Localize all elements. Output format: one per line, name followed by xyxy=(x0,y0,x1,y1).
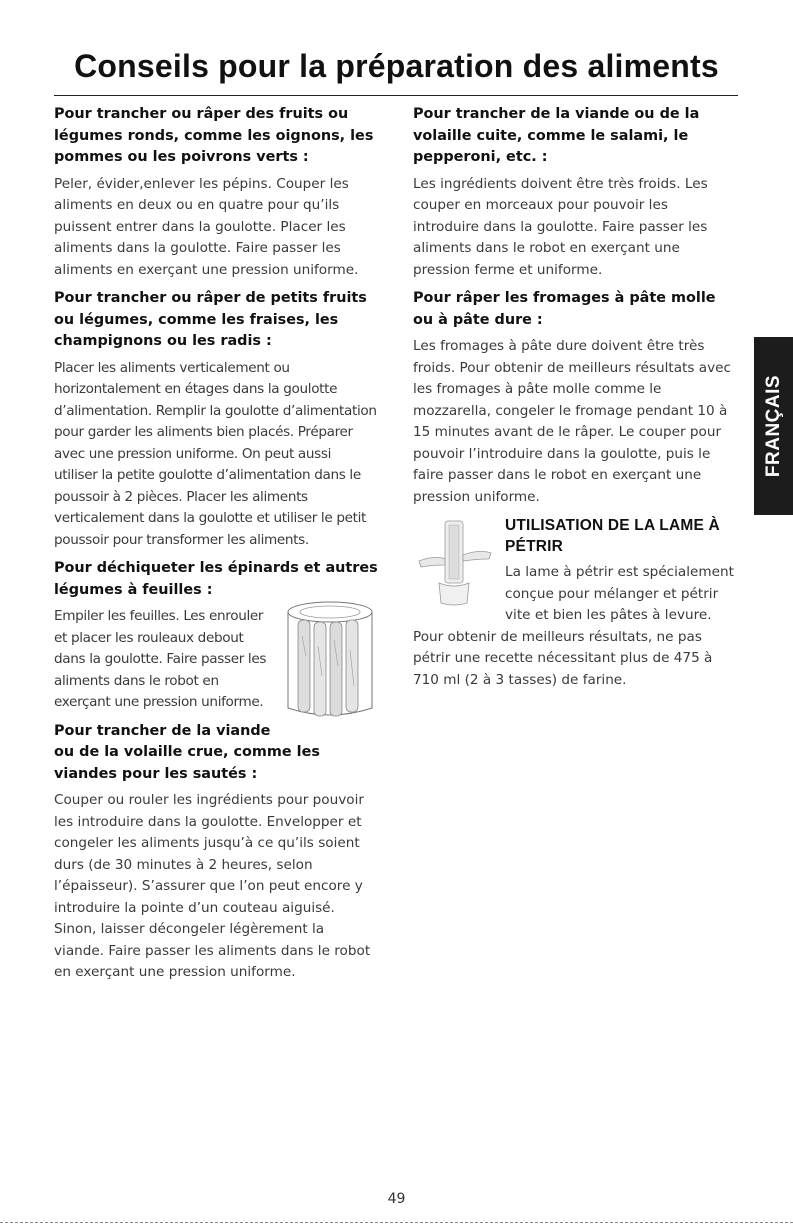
feed-tube-illustration-icon xyxy=(282,596,382,726)
section-heading-cheese: Pour râper les fromages à pâte molle ou à pâte dure : xyxy=(413,290,716,328)
page-title: Conseils pour la préparation des aliments xyxy=(74,48,719,84)
section-heading-cooked-meat: Pour trancher de la viande ou de la volaille cuite, comme le salami, le pepperoni, etc. : xyxy=(413,106,700,165)
section-body-cheese: Les fromages à pâte dure doivent être très froids. Pour obtenir de meilleurs résultats avec les fromages à pâte molle comme le mozzarella, congeler le fromage pendant 10 à 15 minutes avant de le râper. Le couper pour pouvoir l’introduire dans la goulotte, puis le faire passer dans le robot en exerçant une pression uniforme. xyxy=(413,338,731,505)
section-body-cooked-meat: Les ingrédients doivent être très froids. Les couper en morceaux pour pouvoir les introduire dans la goulotte. Faire passer les aliments dans le robot en exerçant une pression ferme et uniforme. xyxy=(413,175,708,278)
section-body-small-fruits: Placer les aliments verticalement ou horizontalement en étages dans la goulotte d’alimentation. Remplir la goulotte d’alimentation pour garder les aliments bien placés. Préparer avec une pression uniforme. On peut aussi utiliser la petite goulotte d’alimentation dans le poussoir à 2 pièces. Placer les aliments verticalement dans la goulotte et utiliser le petit poussoir pour transformer les aliments. xyxy=(54,359,377,548)
right-column xyxy=(413,104,737,691)
section-body-leafy-greens: Empiler les feuilles. Les enrouler et placer les rouleaux debout dans la goulotte. Faire passer les aliments dans le robot en exerçant une pression uniforme. xyxy=(54,608,267,710)
language-tab xyxy=(754,337,793,515)
page-number: 49 xyxy=(387,1191,406,1207)
title-rule xyxy=(54,95,738,96)
left-column xyxy=(54,104,378,984)
dough-blade-body: La lame à pétrir est spécialement conçue pour mélanger et pétrir vite et bien les pâtes à levure. Pour obtenir de meilleurs résultats, ne pas pétrir une recette nécessitant plus de 475 à 710 ml (2 à 3 tasses) de farine. xyxy=(413,564,734,688)
dough-blade-illustration-icon xyxy=(409,515,499,610)
footer-dashed-line xyxy=(0,1222,793,1223)
leafy-greens-block xyxy=(54,606,378,714)
language-tab-label: FRANÇAIS xyxy=(762,374,784,478)
section-body-raw-meat: Couper ou rouler les ingrédients pour pouvoir les introduire dans la goulotte. Envelopper et congeler les aliments jusqu’à ce qu’ils soient durs (de 30 minutes à 2 heures, selon l’épaisseur). S’assurer que l’on peut encore y introduire la pointe d’un couteau aiguisé. Sinon, laisser décongeler légèrement la viande. Faire passer les aliments dans le robot en exerçant une pression uniforme. xyxy=(54,792,371,980)
section-heading-leafy-greens: Pour déchiqueter les épinards et autres légumes à feuilles : xyxy=(54,560,378,598)
section-heading-round-fruits: Pour trancher ou râper des fruits ou légumes ronds, comme les oignons, les pommes ou les poivrons verts : xyxy=(54,106,374,165)
section-heading-small-fruits: Pour trancher ou râper de petits fruits ou légumes, comme les fraises, les champignons ou les radis : xyxy=(54,290,367,349)
dough-blade-block xyxy=(413,515,737,691)
section-heading-raw-meat: Pour trancher de la viande ou de la volaille crue, comme les viandes pour les sautés : xyxy=(54,722,320,782)
section-body-round-fruits: Peler, évider,enlever les pépins. Couper les aliments en deux ou en quatre pour qu’ils puissent entrer dans la goulotte. Placer les aliments dans la goulotte. Faire passer les aliments en exerçant une pression uniforme. xyxy=(54,175,359,278)
dough-blade-heading: UTILISATION DE LA LAME À PÉTRIR xyxy=(505,517,720,555)
